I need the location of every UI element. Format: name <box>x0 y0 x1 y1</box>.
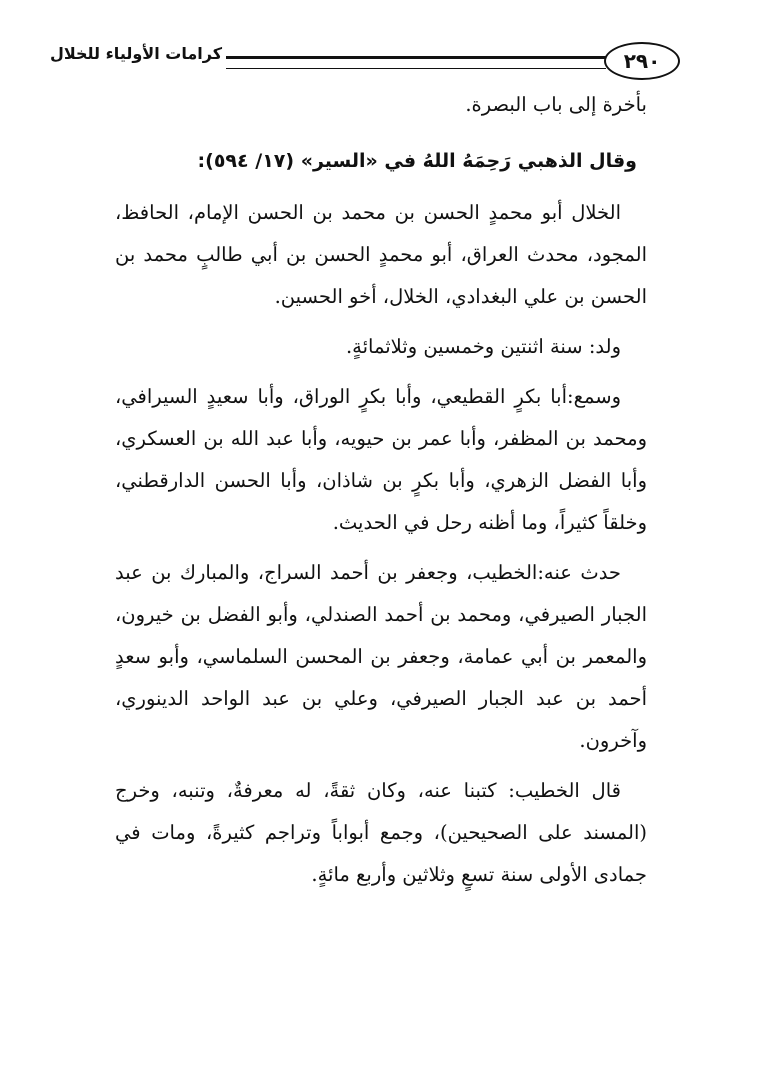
paragraph-narrated-by: حدث عنه:الخطيب، وجعفر بن أحمد السراج، والمبارك بن عبد الجبار الصيرفي، ومحمد بن أحمد الصندلي، وأبو الفضل بن خيرون، والمعمر بن أبي عمامة، وجعفر بن المحسن السلماسي، وأبو سعدٍ أحمد بن عبد الجبار الصيرفي، وعلي بن عبد الواحد الدينوري، وآخرون. <box>115 561 647 752</box>
paragraph-biography: الخلال أبو محمدٍ الحسن بن محمد بن الحسن الإمام، الحافظ، المجود، محدث العراق، أبو محمدٍ الحسن بن أبي طالبٍ محمد بن الحسن بن علي البغدادي، الخلال، أخو الحسين. <box>115 201 647 308</box>
header-rule <box>226 56 606 69</box>
running-header <box>49 38 680 86</box>
carryover-line: بأخرة إلى باب البصرة. <box>465 93 647 116</box>
paragraph-khatib-quote: قال الخطيب: كتبنا عنه، وكان ثقةً، له معرفةٌ، وتنبه، وخرج (المسند على الصحيحين)، وجمع أبواباً وتراجم كثيرةً، ومات في جمادى الأولى سنة تسعٍ وثلاثين وأربع مائةٍ. <box>115 779 647 886</box>
paragraph-heard-from: وسمع:أبا بكرٍ القطيعي، وأبا بكرٍ الوراق، وأبا سعيدٍ السيرافي، ومحمد بن المظفر، وأبا عمر بن حيويه، وأبا عبد الله بن العسكري، وأبا الفضل الزهري، وأبا بكرٍ بن شاذان، وأبا الحسن الدارقطني، وخلقاً كثيراً، وما أظنه رحل في الحديث. <box>115 385 647 534</box>
paragraph-birth: ولد: سنة اثنتين وخمسين وثلاثمائةٍ. <box>345 335 621 358</box>
body-text <box>115 84 647 896</box>
section-heading: وقال الذهبي رَحِمَهُ اللهُ في «السير» (١٧/ ٥٩٤): <box>197 150 637 172</box>
page-number: ٢٩٠ <box>604 42 680 80</box>
running-title: كرامات الأولياء للخلال <box>49 44 222 63</box>
